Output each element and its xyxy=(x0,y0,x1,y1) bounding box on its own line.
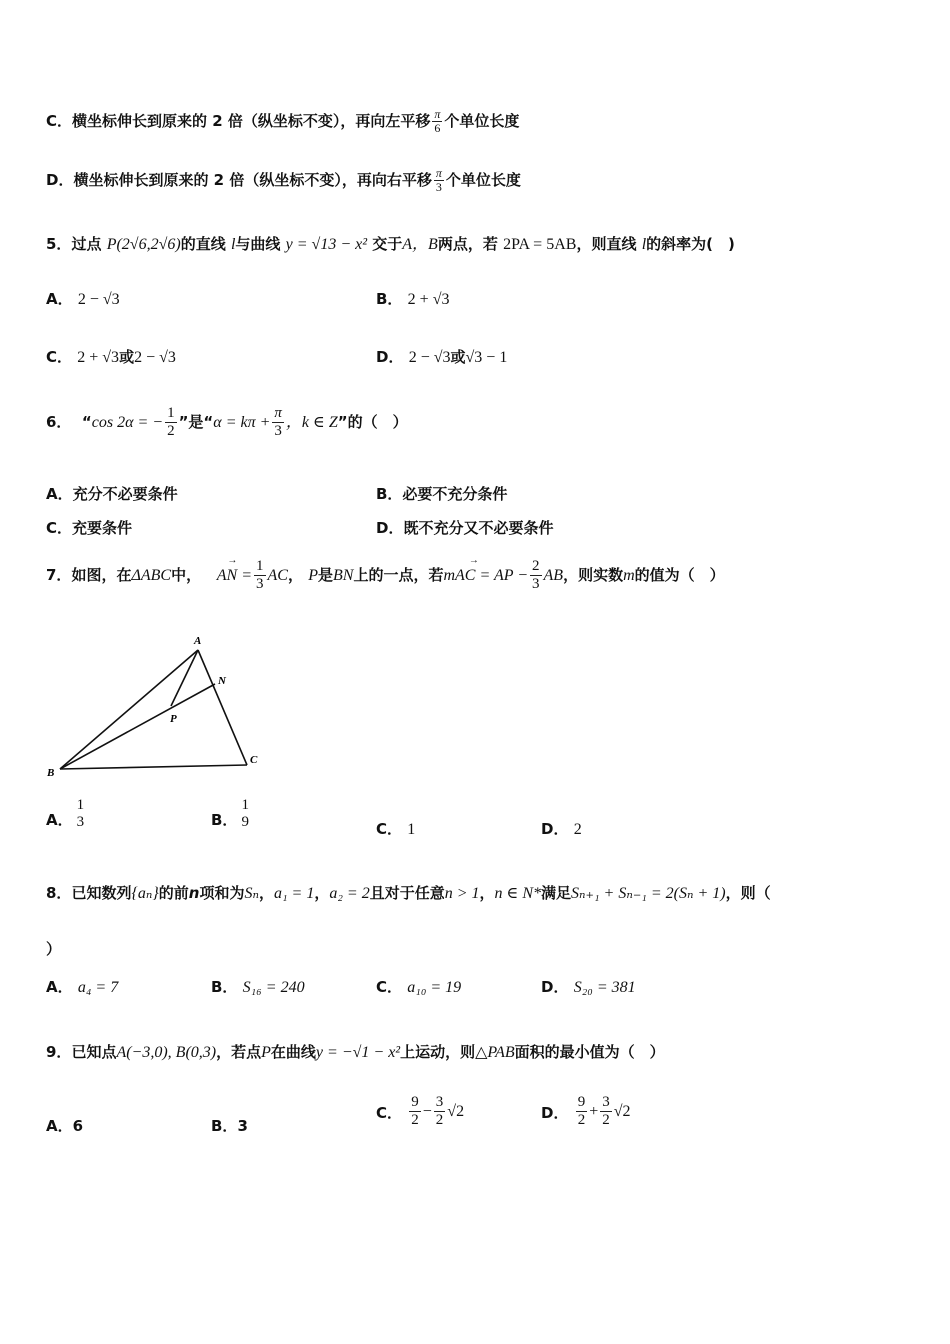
curve-formula: y = √13 − x² xyxy=(285,236,368,253)
q8-option-c[interactable]: C． a₁₀ = 19 xyxy=(376,978,462,996)
q5-option-d[interactable]: D． 2 − √3或√3 − 1 xyxy=(376,348,508,366)
q6-option-d[interactable]: D．既不充分又不必要条件 xyxy=(376,519,554,537)
q8-option-b[interactable]: B． S₁₆ = 240 xyxy=(211,978,305,996)
question-7-stem: 7．如图，在ΔABC中， → AN = $\frac{1}{3}$ AC， P是BN上的一点，若→ mAC = AP − $\frac{2}{3}$ AB，则实数m的值为（ ） xyxy=(46,558,725,593)
question-5-stem: 5．过点 P(2√6,2√6)的直线 l与曲线 y = √13 − x² 交于A，B两点，若 2PA = 5AB，则直线 l的斜率为( ) xyxy=(46,235,735,253)
q7-option-d[interactable]: D． 2 xyxy=(541,820,582,838)
question-8-stem: 8．已知数列{aₙ}的前n项和为Sₙ，a₁ = 1，a₂ = 2且对于任意n > 1，n ∈ N*满足Sₙ₊₁ + Sₙ₋₁ = 2(Sₙ + 1)，则（ xyxy=(46,884,771,902)
q7-option-a[interactable]: A． 1 3 xyxy=(46,797,85,830)
q7-option-b[interactable]: B． 1 9 xyxy=(211,797,249,830)
question-8-stem-end: ） xyxy=(46,940,62,958)
fraction: $\frac{\pi}{3}$ xyxy=(435,166,442,194)
q6-option-c[interactable]: C．充要条件 xyxy=(46,519,133,537)
q4-option-d[interactable]: D．横坐标伸长到原来的 2 倍（纵坐标不变），再向右平移 $\frac{\pi}{3}$ 个单位长度 xyxy=(46,166,521,194)
label-p: P xyxy=(170,713,177,725)
q8-option-a[interactable]: A． a₄ = 7 xyxy=(46,978,119,996)
label-a: A xyxy=(194,635,202,647)
q5-option-a[interactable]: A． 2 − √3 xyxy=(46,290,120,308)
q5-option-b[interactable]: B． 2 + √3 xyxy=(376,290,450,308)
q6-option-b[interactable]: B．必要不充分条件 xyxy=(376,485,508,503)
segment-ap xyxy=(171,650,198,706)
q5-option-c[interactable]: C． 2 + √3或2 − √3 xyxy=(46,348,176,366)
point-p: P(2√6,2√6) xyxy=(106,236,181,253)
q4-option-c[interactable]: C．横坐标伸长到原来的 2 倍（纵坐标不变），再向左平移 $\frac{\pi}{6}$ 个单位长度 xyxy=(46,107,520,135)
fraction: $\frac{2}{3}$ xyxy=(532,558,540,592)
label-n: N xyxy=(218,675,226,687)
q9-option-c[interactable]: C． $\frac{9}{2}$ − $\frac{3}{2}$ √2 xyxy=(376,1094,465,1128)
q6-option-a[interactable]: A．充分不必要条件 xyxy=(46,485,178,503)
q9-option-a[interactable]: A．6 xyxy=(46,1117,84,1135)
question-9-stem: 9．已知点A(−3,0), B(0,3)，若点P在曲线y = −√1 − x²上运动，则△PAB面积的最小值为（ ） xyxy=(46,1043,665,1061)
condition-formula: 2PA = 5AB xyxy=(503,236,577,253)
side-ac xyxy=(198,650,247,765)
segment-bn xyxy=(60,684,215,769)
label-b: B xyxy=(47,767,55,779)
question-6-stem: 6． “cos 2α = − $\frac{1}{2}$ ”是“α = kπ + $\frac{\pi}{3}$ ，k ∈ Z”的（ ） xyxy=(46,405,408,439)
side-bc xyxy=(60,765,247,769)
fraction: $\frac{\pi}{3}$ xyxy=(274,405,282,439)
side-ba xyxy=(60,650,198,769)
fraction: $\frac{\pi}{6}$ xyxy=(434,107,441,135)
label-c: C xyxy=(250,754,258,766)
q9-option-d[interactable]: D． $\frac{9}{2}$ + $\frac{3}{2}$ √2 xyxy=(541,1094,631,1128)
q9-option-b[interactable]: B．3 xyxy=(211,1117,248,1135)
fraction: $\frac{1}{3}$ xyxy=(256,558,264,592)
triangle-figure xyxy=(40,630,270,785)
fraction: $\frac{1}{2}$ xyxy=(167,405,175,439)
q7-option-c[interactable]: C． 1 xyxy=(376,820,416,838)
q8-option-d[interactable]: D． S₂₀ = 381 xyxy=(541,978,636,996)
